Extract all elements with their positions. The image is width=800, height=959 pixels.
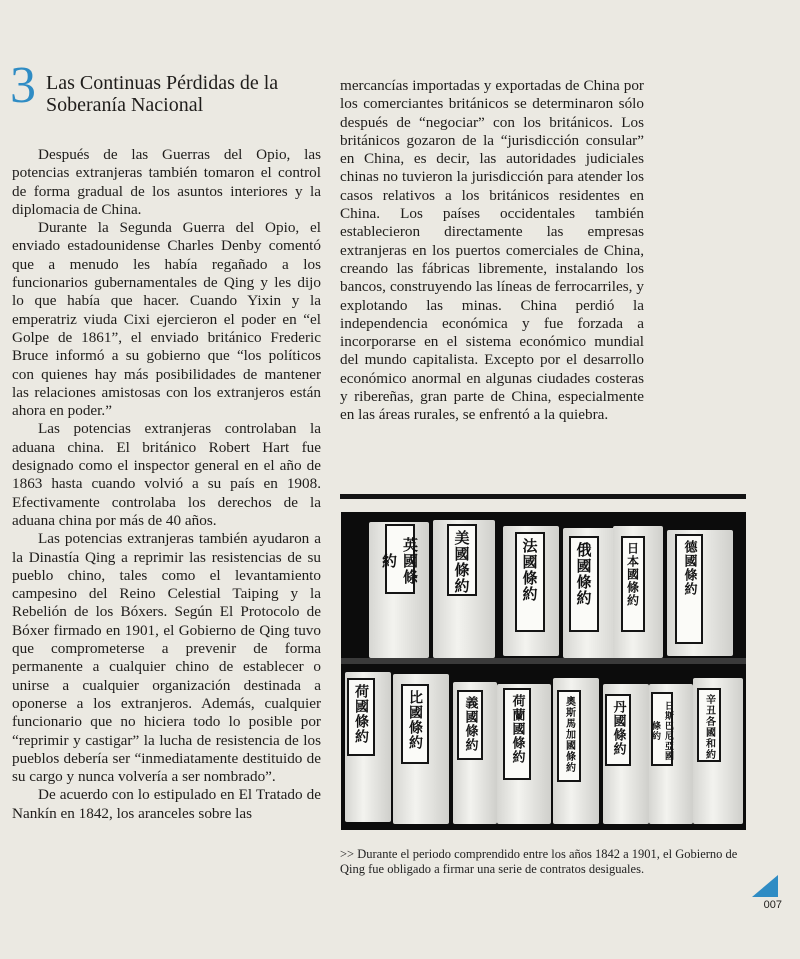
corner-triangle-icon	[752, 875, 778, 897]
section-number: 3	[10, 57, 36, 114]
label-tag: 日斯巴尼亞國條約	[651, 692, 673, 766]
paragraph: Las potencias extranjeras también ayudaron a la Dinastía Qing a reprimir las resistencias de su pueblo chino, tales como el levantamiento campesino del Reino Celestial Taiping y la Rebelión de los Bóxers. Según El Protocolo de Bóxer firmado en 1901, el Gobierno de Qing tuvo que comprometerse a prevenir de forma permanente a cualquier chino de establecer o unirse a cualquier organización destinada a oponerse a los extranjeros. Además, cualquier funcionario que no hiciera todo lo posible por “reprimir y castigar” la lucha de resistencia de los pueblos debería ser “inmediatamente destituido de su cargo y nunca volvería a ser nombrado”.	[12, 530, 321, 786]
left-column	[12, 146, 321, 823]
label-tag: 荷蘭國條約	[503, 688, 531, 780]
treaty-folders-photo	[341, 512, 746, 830]
label-tag: 比國條約	[401, 684, 429, 764]
label-tag: 英國條約	[385, 524, 415, 594]
label-tag: 荷國條約	[347, 678, 375, 756]
shelf	[341, 658, 746, 664]
right-column	[340, 77, 644, 425]
label-tag: 美國條約	[447, 524, 477, 596]
label-tag: 日本國條約	[621, 536, 645, 632]
paragraph: mercancías importadas y exportadas de China por los comerciantes británicos se determinaron sólo después de “negociar” con los británicos. Los británicos gozaron de la “jurisdicción consular” en China, es decir, las autoridades judiciales chinas no tuvieron la jurisdicción para atender los casos relativos a los británicos residentes en China. Los países occidentales también establecieron directamente las empresas extranjeras en los puertos comerciales de China, creando las fábricas libremente, instalando los bancos, construyendo las líneas de ferrocarriles, y explotando las minas. China perdió la independencia económica y fue forzada a incorporarse en el sistema económico mundial del mundo capitalista. Excepto por el desarrollo económico anormal en algunas ciudades costeras y ribereñas, gran parte de China, especialmente en las áreas rurales, se enfrentó a la quiebra.	[340, 77, 644, 424]
photo-caption: >> Durante el periodo comprendido entre los años 1842 a 1901, el Gobierno de Qing fue obligado a firmar una serie de contratos desiguales.	[340, 847, 738, 876]
paragraph: De acuerdo con lo estipulado en El Tratado de Nankín en 1842, los aranceles sobre las	[12, 786, 321, 822]
section-heading: Las Continuas Pérdidas de la Soberanía Nacional	[46, 72, 279, 116]
section-title	[10, 57, 330, 116]
page-number: 007	[763, 899, 782, 911]
paragraph: Después de las Guerras del Opio, las potencias extranjeras también tomaron el control de forma gradual de los asuntos interiores y la diplomacia de China.	[12, 146, 321, 218]
label-tag: 德國條約	[675, 534, 703, 644]
label-tag: 奧斯馬加國條約	[557, 690, 581, 782]
label-tag: 丹國條約	[605, 694, 631, 766]
label-tag: 俄國條約	[569, 536, 599, 632]
label-tag: 辛丑各國和約	[697, 688, 721, 762]
paragraph: Durante la Segunda Guerra del Opio, el enviado estadounidense Charles Denby comentó que a menudo les había regañado a los funcionarios gubernamentales de Qing y les dijo lo que había que hacer. Cuando Yixin y la emperatriz viuda Cixi ejercieron el poder en “el Golpe de 1861”, el enviado británico Frederic Bruce informó a su gobierno que “los políticos con quienes hay más posibilidades de mantener las relaciones amistosas con los extranjeros están ahora en poder.”	[12, 219, 321, 420]
paragraph: Las potencias extranjeras controlaban la aduana china. El británico Robert Hart fue designado como el inspector general en el año de 1863 hasta cuando volvió a su país en 1908. Efectivamente controlaba los derechos de la aduana china por más de 40 años.	[12, 420, 321, 529]
label-tag: 義國條約	[457, 690, 483, 760]
divider-rule	[340, 494, 746, 499]
label-tag: 法國條約	[515, 532, 545, 632]
